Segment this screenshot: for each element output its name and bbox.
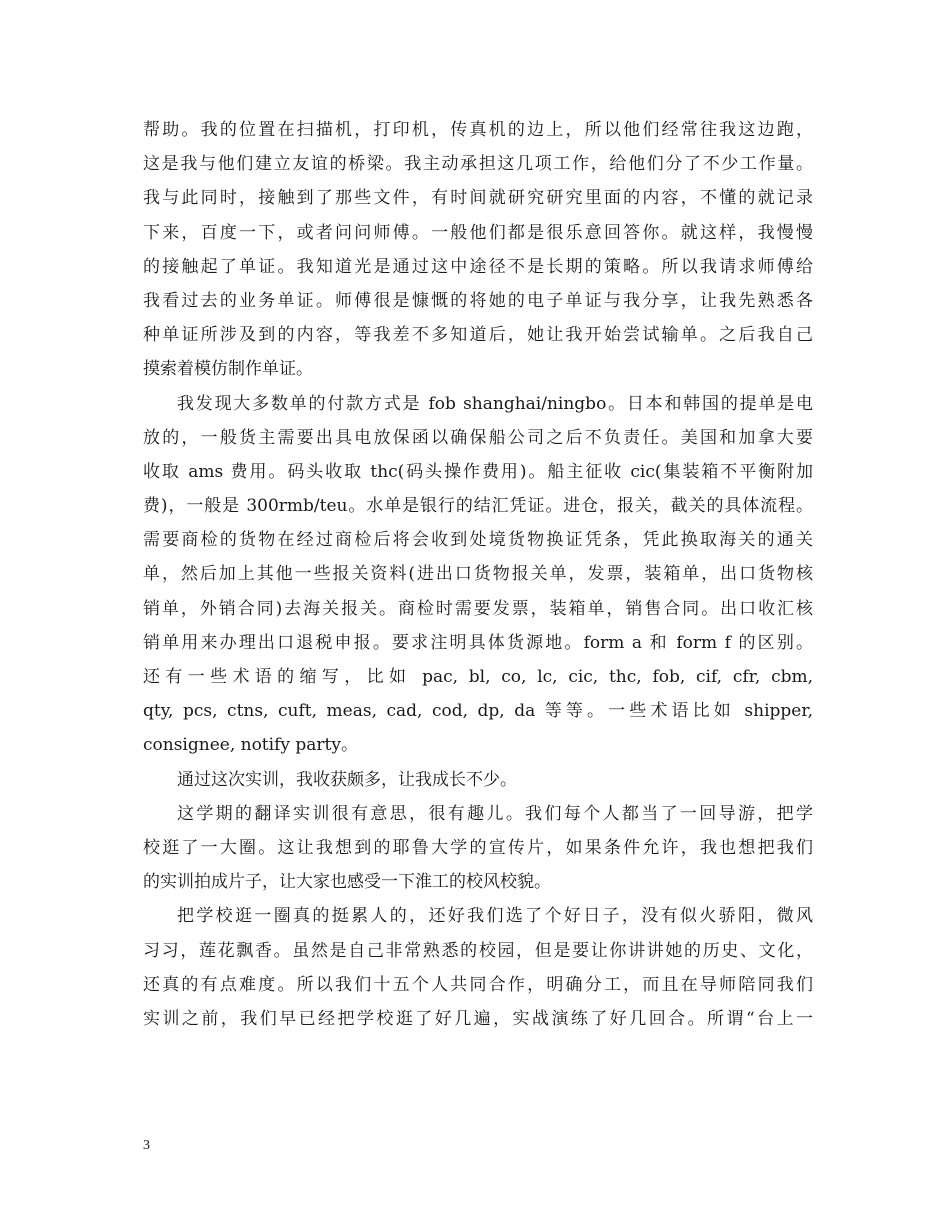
text-line: 我看过去的业务单证。师傅很是慷慨的将她的电子单证与我分享，让我先熟悉各 xyxy=(143,290,813,311)
document-body xyxy=(143,113,813,1036)
page-number: 3 xyxy=(143,1138,150,1153)
text-line: 销单，外销合同)去海关报关。商检时需要发票，装箱单，销售合同。出口收汇核 xyxy=(143,598,813,619)
text-line: 帮助。我的位置在扫描机，打印机，传真机的边上，所以他们经常往我这边跑， xyxy=(143,120,813,140)
text-line: 还真的有点难度。所以我们十五个人共同合作，明确分工，而且在导师陪同我们 xyxy=(143,974,813,995)
text-line: 种单证所涉及到的内容，等我差不多知道后，她让我开始尝试输单。之后我自己 xyxy=(143,325,813,346)
text-line: 我与此同时，接触到了那些文件，有时间就研究研究里面的内容，不懂的就记录 xyxy=(143,188,813,209)
text-line: 的接触起了单证。我知道光是通过这中途径不是长期的策略。所以我请求师傅给 xyxy=(143,256,813,277)
text-line: 费)，一般是 300rmb/teu。水单是银行的结汇凭证。进仓，报关，截关的具体流程。 xyxy=(143,496,813,517)
text-line: 实训之前，我们早已经把学校逛了好几遍，实战演练了好几回合。所谓“台上一 xyxy=(143,1008,813,1029)
text-line: 通过这次实训，我收获颇多，让我成长不少。 xyxy=(177,769,517,790)
text-line: 校逛了一大圈。这让我想到的耶鲁大学的宣传片，如果条件允许，我也想把我们 xyxy=(143,837,813,858)
text-line: 的实训拍成片子，让大家也感受一下淮工的校风校貌。 xyxy=(143,872,551,893)
text-line: 单，然后加上其他一些报关资料(进出口货物报关单，发票，装箱单，出口货物核 xyxy=(143,564,813,585)
text-line: 收取 ams 费用。码头收取 thc(码头操作费用)。船主征收 cic(集装箱不平衡附加 xyxy=(143,461,813,482)
text-line: 放的，一般货主需要出具电放保函以确保船公司之后不负责任。美国和加拿大要 xyxy=(143,427,813,448)
text-line: 需要商检的货物在经过商检后将会收到处境货物换证凭条，凭此换取海关的通关 xyxy=(143,530,813,551)
text-line: 这是我与他们建立友谊的桥梁。我主动承担这几项工作，给他们分了不少工作量。 xyxy=(143,154,813,175)
text-line: consignee, notify party。 xyxy=(143,735,358,756)
text-line: 把学校逛一圈真的挺累人的，还好我们选了个好日子，没有似火骄阳，微风 xyxy=(177,906,813,927)
text-line: 习习，莲花飘香。虽然是自己非常熟悉的校园，但是要让你讲讲她的历史、文化， xyxy=(143,940,813,961)
text-line: 我发现大多数单的付款方式是 fob shanghai/ningbo。日本和韩国的提单是电 xyxy=(177,393,813,414)
text-line: qty, pcs, ctns, cuft, meas, cad, cod, dp, da 等等。一些术语比如 shipper, xyxy=(143,701,813,722)
text-line: 下来，百度一下，或者问问师傅。一般他们都是很乐意回答你。就这样，我慢慢 xyxy=(143,222,813,243)
text-line: 摸索着模仿制作单证。 xyxy=(143,359,313,380)
text-line: 还有一些术语的缩写，比如 pac, bl, co, lc, cic, thc, fob, cif, cfr, cbm, xyxy=(143,667,813,687)
text-line: 销单用来办理出口退税申报。要求注明具体货源地。form a 和 form f 的区别。 xyxy=(143,632,813,653)
text-line: 这学期的翻译实训很有意思，很有趣儿。我们每个人都当了一回导游，把学 xyxy=(177,803,813,824)
